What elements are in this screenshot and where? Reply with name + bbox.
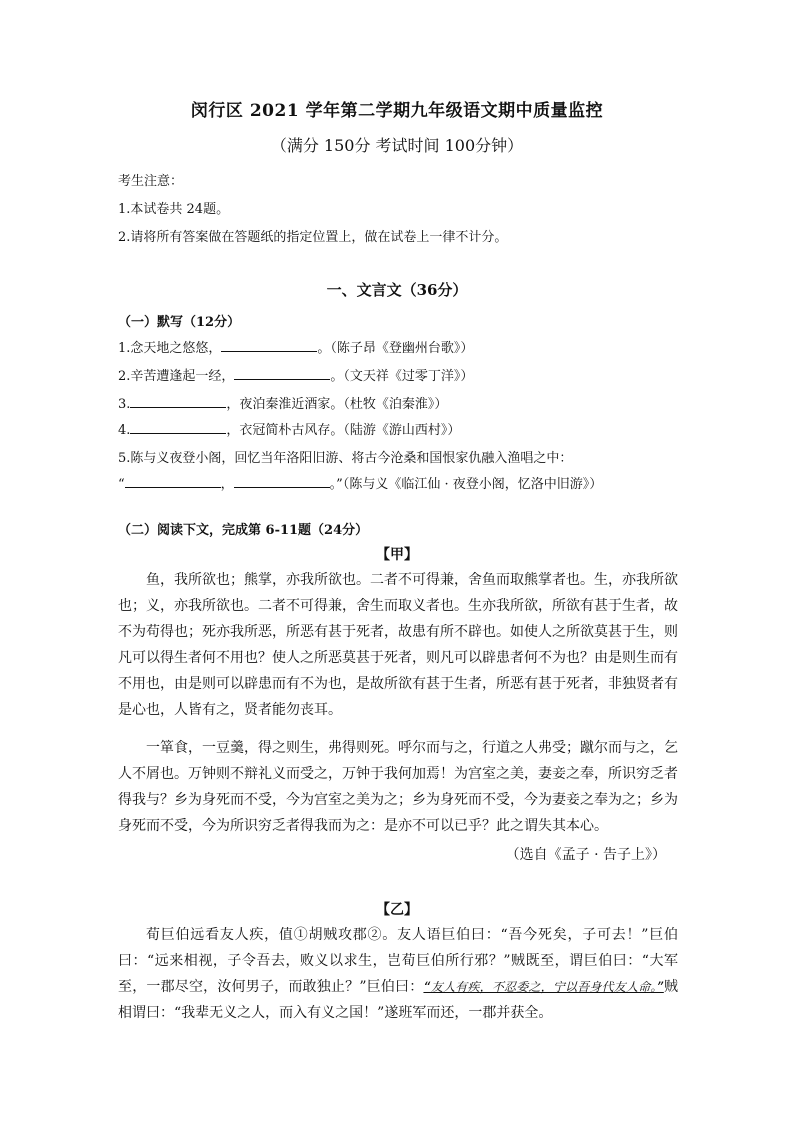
notice-item-2: 2.请将所有答案做在答题纸的指定位置上，做在试卷上一律不计分。	[118, 230, 508, 245]
section-heading-classical: 一、文言文（36分）	[326, 281, 468, 299]
passage-yi-label: 【乙】	[376, 902, 418, 918]
question-4-number: 4.	[118, 423, 131, 438]
passage-yi-underlined-quote: “友人有疾，不忍委之，宁以吾身代友人命。”	[423, 980, 664, 994]
question-3	[118, 393, 447, 412]
answer-blank	[125, 475, 221, 488]
passage-yi-paragraph	[118, 922, 678, 1026]
passage-jia-paragraph-2: 一箪食，一豆羹，得之则生，弗得则死。呼尔而与之，行道之人弗受；蹴尔而与之，乞人不屑也。万钟则不辩礼义而受之，万钟于我何加焉！为宫室之美，妻妾之奉，所识穷乏者得我与？乡为身死而不受，今为宫室之美为之；乡为身死而不受，今为妻妾之奉为之；乡为身死而不受，今为所识穷乏者得我而为之：是亦不可以已乎？此之谓失其本心。	[118, 740, 678, 834]
answer-blank	[221, 339, 317, 352]
passage-jia-paragraph-1: 鱼，我所欲也；熊掌，亦我所欲也。二者不可得兼，舍鱼而取熊掌者也。生，亦我所欲也；义，亦我所欲也。二者不可得兼，舍生而取义者也。生亦我所欲，所欲有甚于生者，故不为苟得也；死亦我所恶，所恶有甚于死者，故患有所不辟也。如使人之所欲莫甚于生，则凡可以得生者何不用也？使人之所恶莫甚于死者，则凡可以辟患者何不为也？由是则生而有不用也，由是则可以辟患而有不为也，是故所欲有甚于生者，所恶有甚于死者，非独贤者有是心也，人皆有之，贤者能勿丧耳。	[118, 572, 678, 718]
question-3-text: ，夜泊秦淮近酒家。（杜牧《泊秦淮》）	[226, 397, 448, 412]
question-4	[118, 419, 460, 438]
question-1	[118, 337, 473, 356]
question-3-number: 3.	[118, 397, 131, 412]
notice-item-1: 1.本试卷共 24题。	[118, 202, 230, 217]
answer-blank	[130, 395, 226, 408]
question-2-source: 。（文天祥《过零丁洋》）	[330, 369, 474, 384]
question-5-source: 。”（陈与义《临江仙 · 夜登小阁，忆洛中旧游》）	[329, 477, 603, 492]
question-5-comma: ，	[220, 477, 234, 492]
exam-title: 闵行区 2021 学年第二学期九年级语文期中质量监控	[190, 101, 604, 121]
question-5-prompt: 5.陈与义夜登小阁，回忆当年洛阳旧游、将古今沧桑和国恨家仇融入渔唱之中：	[118, 451, 573, 466]
passage-jia-label: 【甲】	[376, 547, 418, 563]
question-2	[118, 365, 473, 384]
passage-jia-source: （选自《孟子 · 告子上》）	[505, 847, 666, 863]
question-5-open-quote: “	[118, 477, 125, 492]
question-4-text: ，衣冠简朴古风存。（陆游《游山西村》）	[226, 423, 461, 438]
answer-blank	[130, 421, 226, 434]
question-2-text: 2.辛苦遭逢起一经，	[118, 369, 235, 384]
part1-heading: （一）默写（12分）	[118, 315, 241, 330]
exam-subtitle: （满分 150分 考试时间 100分钟）	[270, 136, 524, 155]
question-1-source: 。（陈子昂《登幽州台歌》）	[317, 341, 474, 356]
answer-blank	[234, 475, 330, 488]
question-1-text: 1.念天地之悠悠，	[118, 341, 222, 356]
notice-heading: 考生注意：	[118, 174, 184, 189]
question-5	[118, 473, 602, 492]
answer-blank	[234, 367, 330, 380]
part2-heading: （二）阅读下文，完成第 6-11题（24分）	[118, 523, 369, 538]
passage-yi-text-2: 贼相谓曰：“我辈无义之人，而入有义之国！”遂班军而还，一郡并获全。	[118, 979, 679, 1021]
passage-yi-text-1: 荀巨伯远看友人疾，值①胡贼攻郡②。友人语巨伯曰：“吾今死矣，子可去！”巨伯曰：“远来相视，子令吾去，败义以求生，岂荀巨伯所行邪？”贼既至，谓巨伯曰：“大军至，一郡尽空，汝何男子，而敢独止？”巨伯曰：	[118, 927, 678, 995]
